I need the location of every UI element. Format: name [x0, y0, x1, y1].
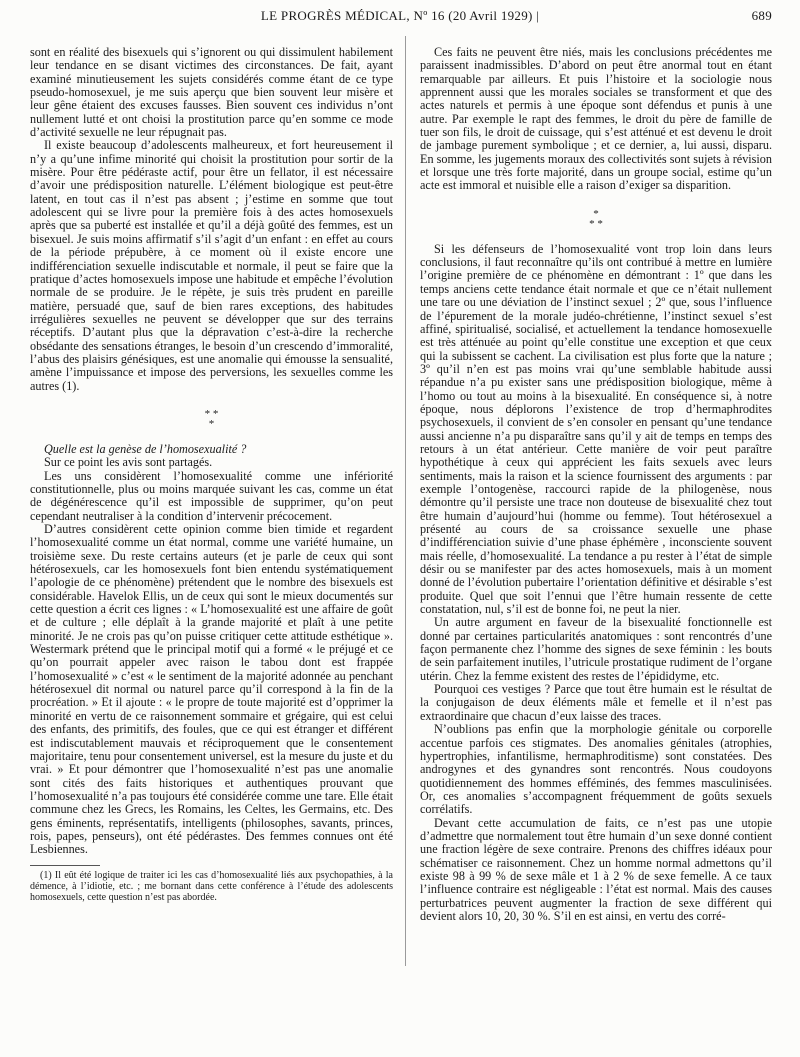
paragraph: D’autres considèrent cette opinion comme bien timide et regardent l’homosexualité comme un état normal, comme une variété humaine, un troisième sexe. Du reste certains auteurs (et je parle de ceux qui sont hétérosexuels, car les homosexuels font bien entendu systématiquement l’apologie de ce phénomène) prétendent que le nombre des bisexuels est considérable. Havelok Ellis, un de ceux qui sont le mieux documentés sur cette question a écrit ces lignes : « L’homosexualité est une affaire de goût et de culture ; elle déplaît à la grande majorité et plaît à une petite minorité. Je ne crois pas qu’on puisse critiquer cette attitude esthétique ». Westermark prétend que le principal motif qui a formé « le préjugé et ce qu’on pourrait appeler avec raison le tabou dont est frappée l’homosexualité » c’est « le sentiment de la majorité adonnée au penchant hétérosexuel dit normal ou naturel parce qu’il correspond à la fin de la procréation. » Et il ajoute : « le propre de toute majorité est d’opprimer la minorité en vertu de ce raisonnement sommaire et grégaire, qui est celui des enfants, des primitifs, des foules, que ce qui est étranger et différent est indiscutablement mauvais et réciproquement que le consentement majoritaire, tenu pour consentement universel, est la mesure du juste et du vrai. » Et pour démontrer que l’homosexualité n’est pas une anomalie sont cités des faits historiques et authentiques prouvant que l’homosexualité n’a pas toujours été considérée comme une tare. Elle était commune chez les Grecs, les Romains, les Celtes, les Germains, etc. Des gens éminents, représentatifs, intelligents (philosophes, savants, princes, rois, papes, penseurs), ont été pédérastes. Des femmes connues ont été Lesbiennes.	[30, 522, 393, 857]
separator-stars: *	[208, 417, 215, 430]
paragraph: Pourquoi ces vestiges ? Parce que tout être humain est le résultat de la conjugaison de deux éléments mâle et femelle et il n’est pas extraordinaire que chacun d’eux laisse des traces.	[420, 682, 772, 723]
paragraph: Ces faits ne peuvent être niés, mais les conclusions précédentes me paraissent inadmissibles. D’abord on peut être anormal tout en étant remarquable par ailleurs. Et puis l’histoire et la sociologie nous apprennent aussi que les morales sociales se transforment et que des actes naturels et permis à une époque sont défendus et punis à une autre. Par exemple le rapt des femmes, le droit du père de famille de tuer son fils, le droit de cuissage, qui s’est atténué et est devenu le droit de jambage purement symbolique ; et ce dernier, a, lui aussi, disparu. En somme, les jugements moraux des collectivités sont sujets à révision et lorsque une très forte majorité, dans un groupe social, estime qu’un acte est immoral et nuisible elle a raison d’exiger sa disparition.	[420, 45, 772, 193]
left-column	[30, 46, 393, 904]
footnote	[30, 870, 393, 904]
journal-title: LE PROGRÈS MÉDICAL, Nº 16 (20 Avril 1929) |	[260, 8, 540, 23]
separator-stars: *	[593, 207, 599, 220]
section-separator	[30, 409, 393, 429]
paragraph: Sur ce point les avis sont partagés.	[44, 455, 213, 470]
section-separator	[420, 209, 772, 229]
paragraph: Un autre argument en faveur de la bisexualité fonctionnelle est donné par certaines particularités anatomiques : sont rencontrés d’une façon permanente chez l’homme des signes de sexe féminin : les bouts de sein parfaitement inutiles, l’utricule prostatique rudiment de l’organe utérin. Chez la femme existent des restes de l’épididyme, etc.	[420, 615, 772, 683]
running-header	[28, 8, 772, 26]
right-column	[420, 46, 772, 923]
section-heading: Quelle est la genèse de l’homosexualité ?	[44, 441, 247, 456]
footnote-text: (1) Il eût été logique de traiter ici les cas d’homosexualité liés aux psychopathies, à la démence, à l’idiotie, etc. ; me bornant dans cette conférence à l’étude des adolescents homosexuels, cette question n’est pas abordée.	[30, 869, 393, 904]
paragraph: Devant cette accumulation de faits, ce n’est pas une utopie d’admettre que normalement tout être humain d’un sexe donné contient une fraction légère de sexe contraire. Prenons des chiffres idéaux pour schématiser ce raisonnement. Chez un homme normal admettons qu’il existe 98 à 99 % de sexe mâle et 1 à 2 % de sexe femelle. A ce taux l’influence contraire est négligeable : l’état est normal. Mais des causes perturbatrices peuvent augmenter la fraction de sexe différent qui devient alors 10, 20, 30 %. S’il en est ainsi, en vertu des corré-	[420, 815, 772, 923]
separator-stars: * *	[204, 407, 219, 420]
paragraph: Il existe beaucoup d’adolescents malheureux, et fort heureusement il n’y a qu’une infime minorité qui choisit la prostitution pour sortir de la misère. Pour être pédéraste actif, pour être un fellator, il est nécessaire d’avoir une prédisposition naturelle. L’élément biologique est peut-être latent, en tout cas il n’est pas absent ; j’estime en somme que tout adolescent qui se livre pour la première fois à des actes homosexuels après que sa puberté est installée et qu’il a déjà goûté des femmes, est un bisexuel. Je suis moins affirmatif s’il s’agit d’un enfant : en effet au cours de la période prépubère, à ce moment où il existe encore une indifférenciation sexuelle indiscutable et normale, il peut se faire que la pratique d’actes homosexuels impose une habitude et empêche l’évolution normale de se produire. Je le répète, je suis très prudent en pareille matière, persuadé que, sauf de bien rares exceptions, des habitudes irrégulières sexuelles ne peuvent se développer que sur des terrains réceptifs. D’autant plus que la dépravation c’est-à-dire la recherche obsédante des sensations étranges, le besoin d’un crescendo d’immoralité, l’abus des plaisirs génésiques, est une anomalie qui émousse la sensualité, amène l’impuissance et impose des perversions, les sexuelles comme les autres (1).	[30, 138, 393, 393]
paragraph: sont en réalité des bisexuels qui s’ignorent ou qui dissimulent habilement leur tendance en se disant victimes des circonstances. De fait, ayant examiné minutieusement les sujets considérés comme étant de ce type pseudo-homosexuel, je me suis aperçu que bien souvent leur misère et leur gêne étaient des excuses fausses. Bien souvent ces individus n’ont nullement lutté et ont choisi la prostitution parce qu’en somme ce mode d’activité sexuelle ne leur répugnait pas.	[30, 45, 393, 140]
paragraph: Les uns considèrent l’homosexualité comme une infériorité constitutionnelle, plus ou moins marquée suivant les cas, comme un état de dégénérescence qu’il est impossible de supprimer, qu’on peut cependant neutraliser à la condition d’intervenir précocement.	[30, 468, 393, 523]
column-divider	[405, 36, 406, 966]
separator-stars: * *	[589, 217, 603, 230]
paragraph: N’oublions pas enfin que la morphologie génitale ou corporelle accentue parfois ces stigmates. Des anomalies génitales (atrophies, hypertrophies, infantilisme, hermaphroditisme) sont constatées. Des androgynes et des gynandres sont rencontrés. Nous coudoyons quotidiennement des hommes efféminés, des femmes masculinisées. Or, ces anomalies s’accompagnent fréquemment de goûts sexuels corrélatifs.	[420, 722, 772, 817]
paragraph: Si les défenseurs de l’homosexualité vont trop loin dans leurs conclusions, il faut reconnaître qu’ils ont contribué à mettre en lumière l’origine première de ce phénomène en démontrant : 1º que dans les temps anciens cette tendance était normale et que ce n’était nullement une tare ou une déviation de l’instinct sexuel ; 2º que, sous l’influence de l’épurement de la morale judéo-chrétienne, l’instinct sexuel s’est affiné, spiritualisé, socialisé, et actuellement la tendance homosexuelle est très atténuée au point qu’elle constitue une exception et que ceux qui la subissent se cachent. La civilisation est plus forte que la nature ; 3º qu’il n’en est pas moins vrai qu’une semblable habitude aussi répandue n’a pu exister sans une prédisposition biologique, même à l’homo ou tout au moins à la bisexualité. En conséquence si, à notre époque, nous déplorons l’existence de trop d’hermaphrodites psychosexuels, il convient de s’en consoler en pensant qu’une tendance aussi ancienne n’a pu disparaître sans qu’il y ait de temps en temps des retours à un état antérieur. Cette manière de voir peut paraître hypothétique à ceux qui apprécient les faits sexuels avec leurs sentiments, mais la raison et la science fournissent des arguments : par exemple l’ontogenèse, raccourci rapide de la philogenèse, nous démontre qu’il persiste une trace non douteuse de bisexualité chez tout être humain d’aujourd’hui (homme ou femme). Tout hétérosexuel a présenté au cours de sa croissance sexuelle une phase d’indifférenciation suivie d’une phase éphémère , inconsciente souvent mais réelle, d’homosexualité. La tendance a pu rester à l’état de simple désir ou se manifester par des actes homosexuels, mais à un moment donné de l’évolution pubertaire l’orientation définitive et désirable s’est produite. Quel que soit l’ennui que l’être humain ressente de cette constatation, nul, s’il est de bonne foi, ne peut la nier.	[420, 241, 772, 617]
footnote-rule	[30, 865, 100, 866]
page-number: 689	[751, 8, 772, 23]
